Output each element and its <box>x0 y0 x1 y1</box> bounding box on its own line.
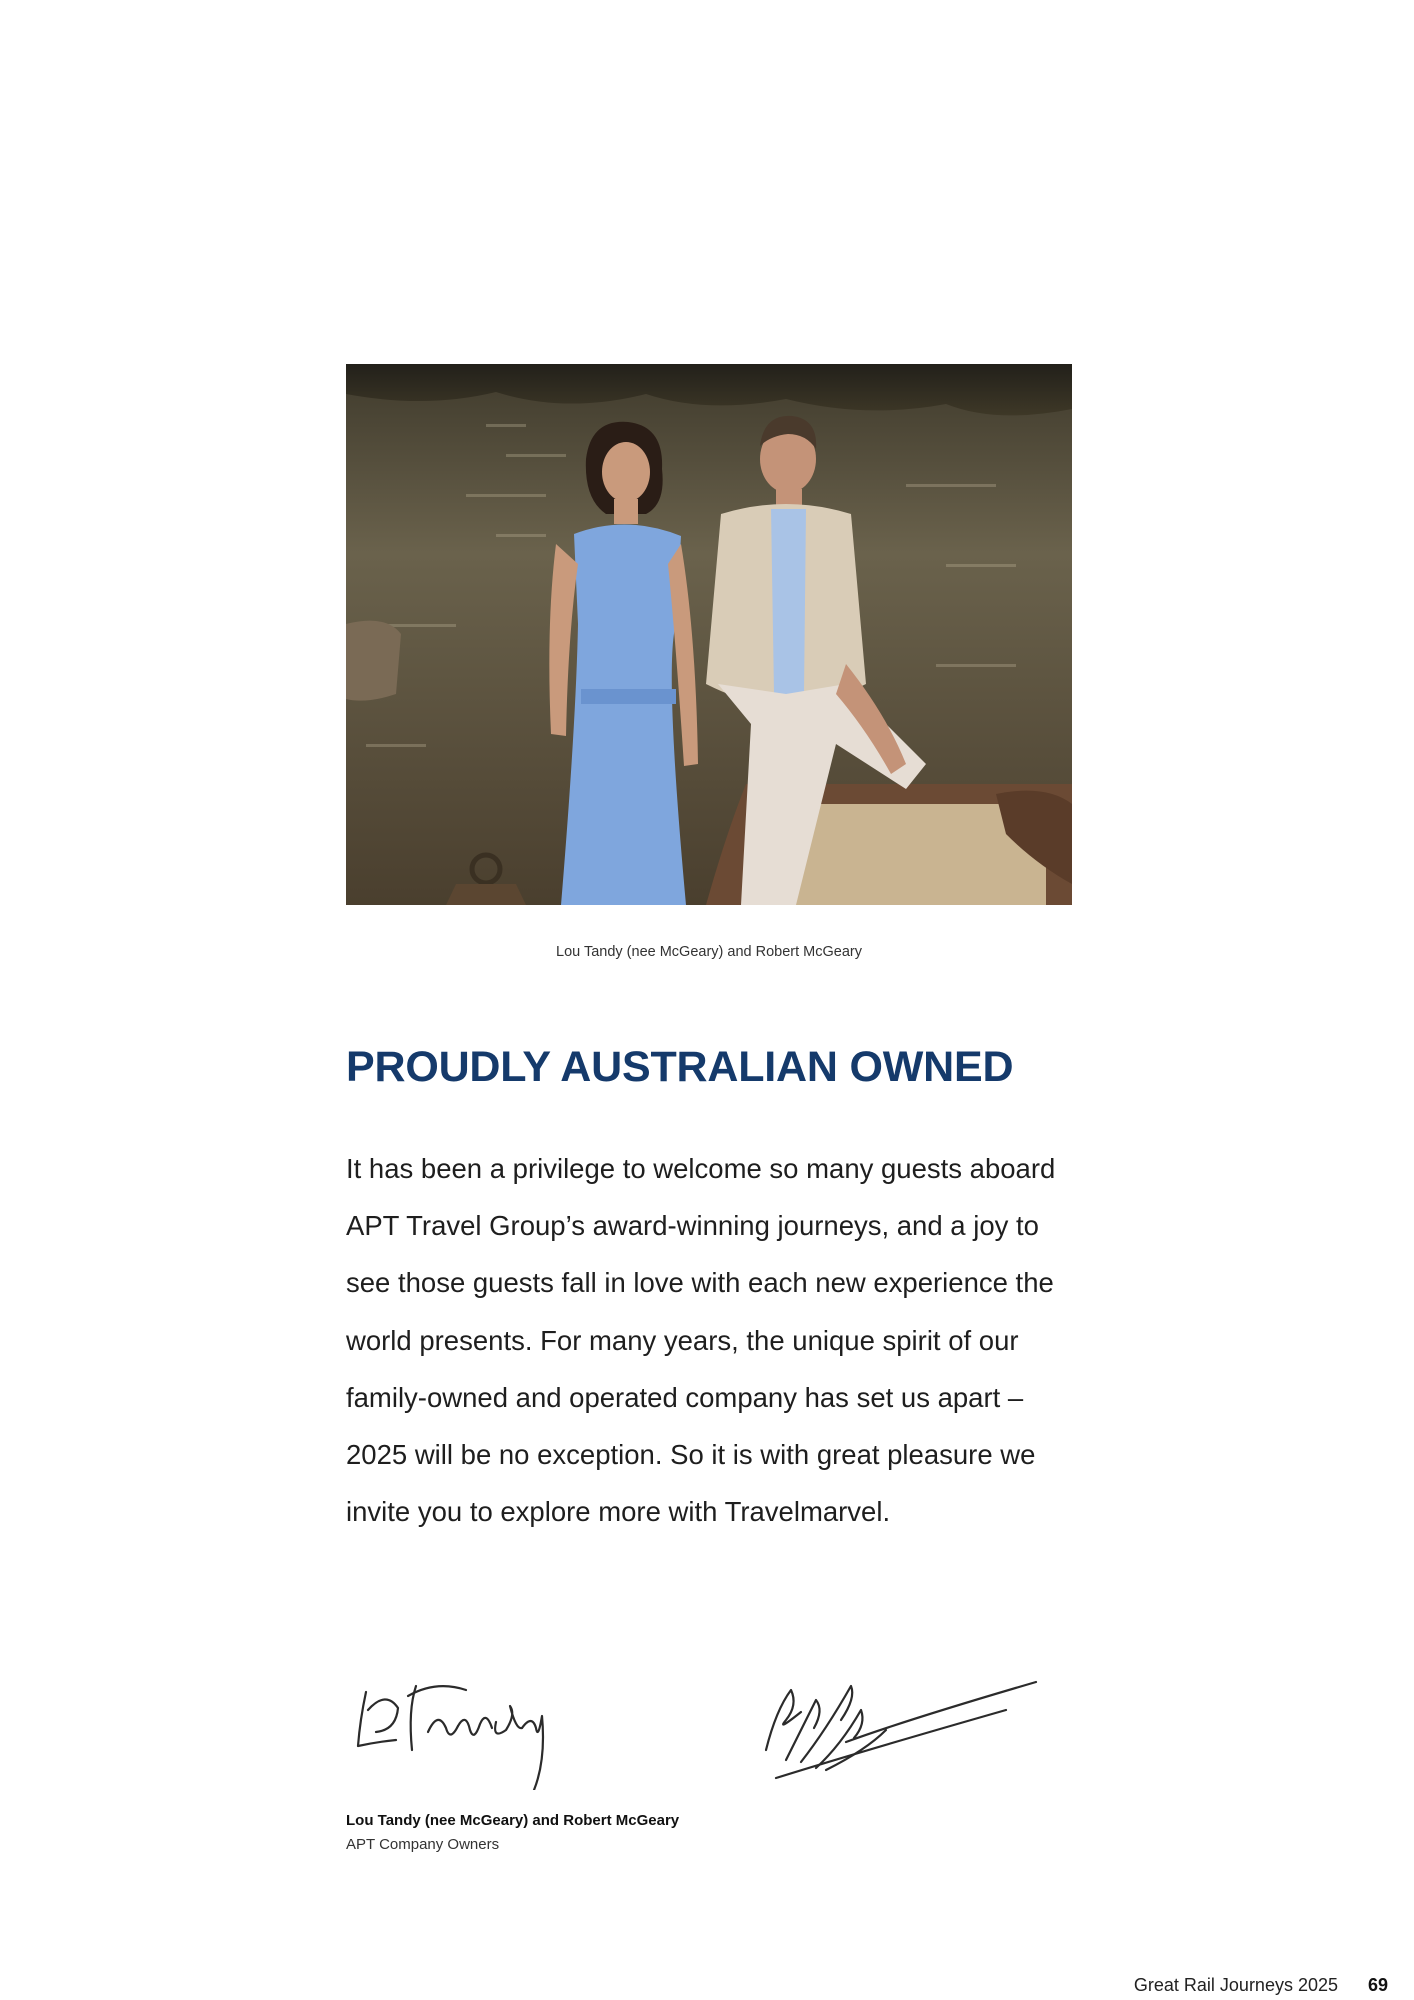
mooring-post <box>446 884 526 905</box>
signature-robert-mcgeary <box>766 1682 1036 1778</box>
page-footer <box>1014 1975 1414 2000</box>
left-boat <box>346 621 401 701</box>
footer-page-number: 69 <box>1367 1975 1388 1995</box>
owners-names: Lou Tandy (nee McGeary) and Robert McGeary <box>346 1812 680 1829</box>
signature-image <box>346 1650 1046 1790</box>
owners-role: APT Company Owners <box>346 1836 500 1853</box>
signature-lou-tandy <box>358 1686 543 1790</box>
page-heading: PROUDLY AUSTRALIAN OWNED <box>346 1043 1014 1091</box>
owners-photo-illustration <box>346 364 1072 905</box>
signatures <box>346 1650 1046 1790</box>
photo-caption: Lou Tandy (nee McGeary) and Robert McGeary <box>556 944 862 960</box>
welcome-paragraph: It has been a privilege to welcome so many guests aboard APT Travel Group’s award-winning journeys, and a joy to see those guests fall in love with each new experience the world presents. For many years, the unique spirit of our family-owned and operated company has set us apart – 2025 will be no exception. So it is with great pleasure we invite you to explore more with Travelmarvel. <box>346 1153 1056 1528</box>
footer-publication-title: Great Rail Journeys 2025 <box>1133 1975 1338 1995</box>
owners-photo <box>346 364 1072 905</box>
